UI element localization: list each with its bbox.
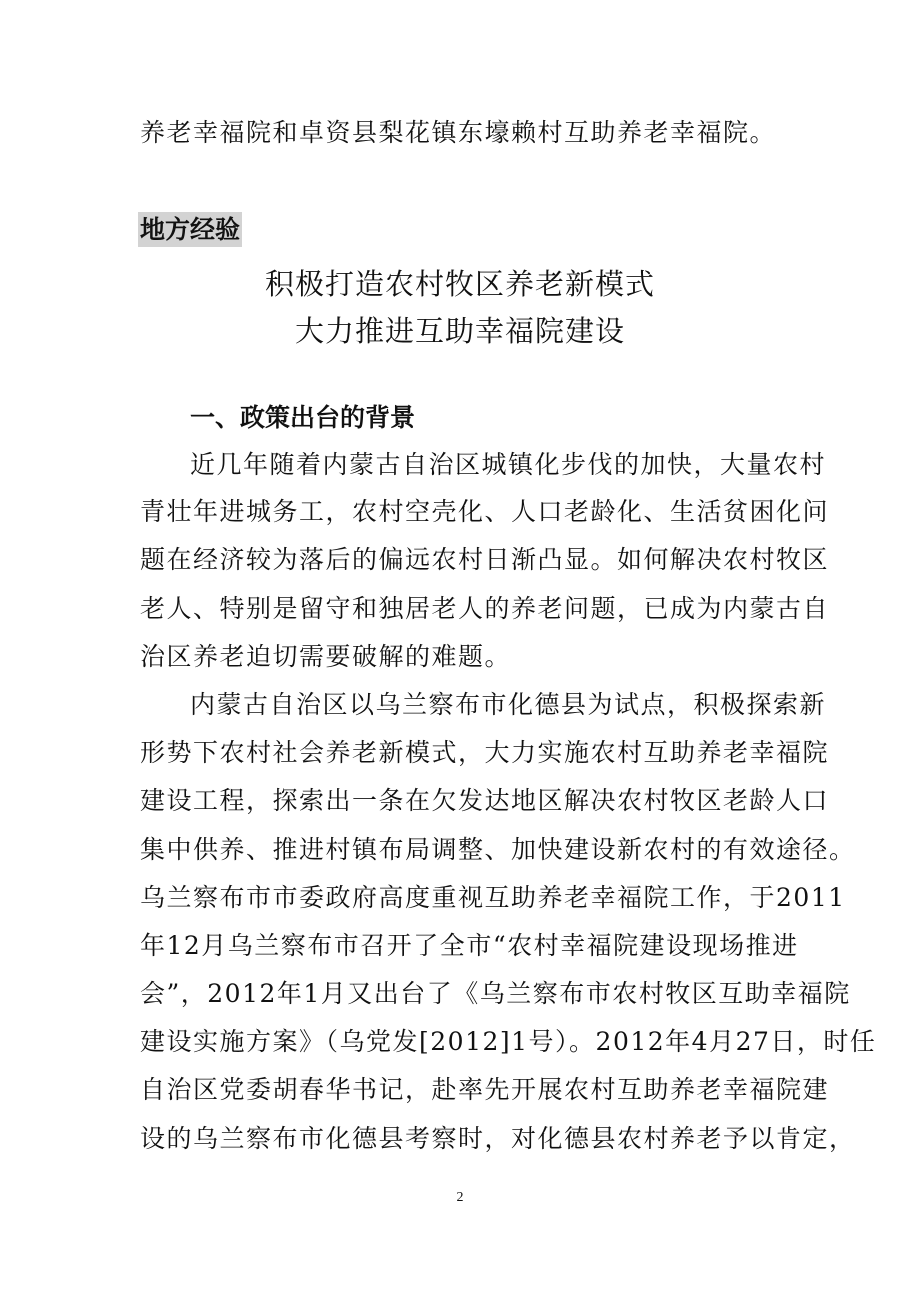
continuation-line: 养老幸福院和卓资县梨花镇东壕赖村互助养老幸福院。	[140, 118, 777, 147]
paragraph-line: 治区养老迫切需要破解的难题。	[140, 642, 512, 671]
paragraph-line: 近几年随着内蒙古自治区城镇化步伐的加快，大量农村	[190, 450, 827, 479]
paragraph-line: 建设实施方案》（乌党发[2012]1号）。2012年4月27日，时任	[140, 1027, 877, 1056]
page-number: 2	[456, 1190, 464, 1205]
paragraph-line: 集中供养、推进村镇布局调整、加快建设新农村的有效途径。	[140, 835, 856, 864]
section-heading: 一、政策出台的背景	[190, 403, 416, 432]
paragraph-line: 题在经济较为落后的偏远农村日渐凸显。如何解决农村牧区	[140, 545, 830, 574]
paragraph-line: 自治区党委胡春华书记，赴率先开展农村互助养老幸福院建	[140, 1075, 830, 1104]
paragraph-line: 青壮年进城务工，农村空壳化、人口老龄化、生活贫困化问	[140, 497, 830, 526]
paragraph-line: 设的乌兰察布市化德县考察时，对化德县农村养老予以肯定，	[140, 1124, 856, 1153]
paragraph-line: 内蒙古自治区以乌兰察布市化德县为试点，积极探索新	[190, 690, 827, 719]
paragraph-line: 建设工程，探索出一条在欠发达地区解决农村牧区老龄人口	[140, 786, 830, 815]
section-label: 地方经验	[138, 212, 242, 247]
article-title-line-2: 大力推进互助幸福院建设	[294, 314, 625, 348]
paragraph-line: 形势下农村社会养老新模式，大力实施农村互助养老幸福院	[140, 738, 830, 767]
paragraph-line: 老人、特别是留守和独居老人的养老问题，已成为内蒙古自	[140, 594, 830, 623]
article-title-line-1: 积极打造农村牧区养老新模式	[264, 267, 655, 301]
paragraph-line: 年12月乌兰察布市召开了全市“农村幸福院建设现场推进	[140, 931, 799, 960]
paragraph-line: 会”，2012年1月又出台了《乌兰察布市农村牧区互助幸福院	[140, 979, 851, 1008]
paragraph-line: 乌兰察布市市委政府高度重视互助养老幸福院工作，于2011	[140, 883, 846, 912]
